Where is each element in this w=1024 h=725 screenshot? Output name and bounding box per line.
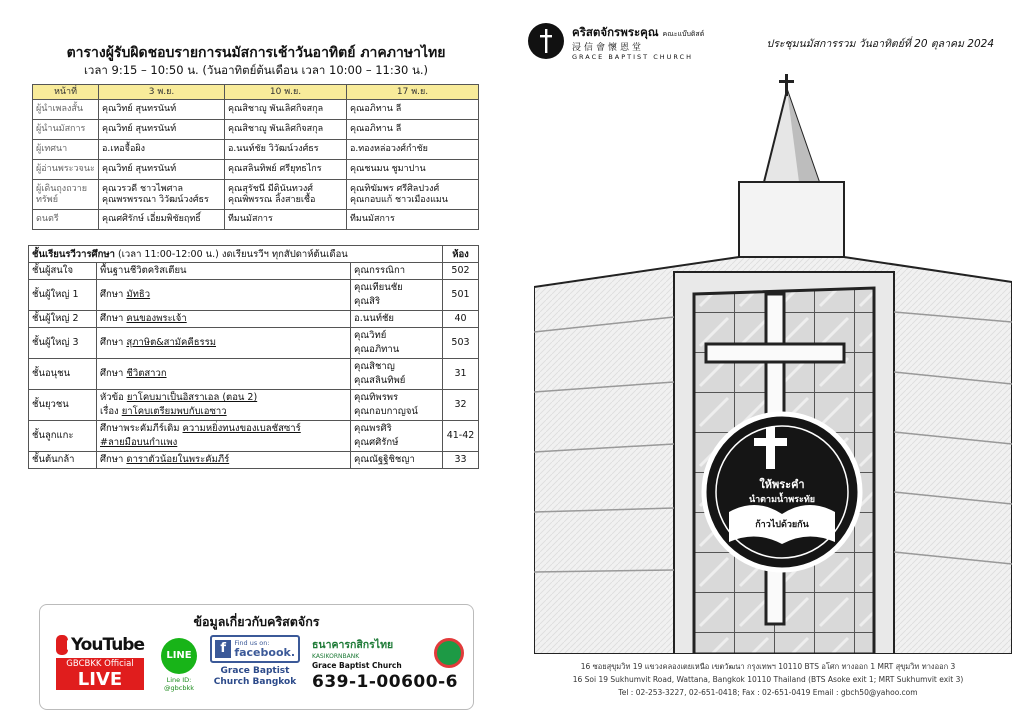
- class-teachers: [351, 421, 443, 452]
- class-teacher: คุณกรรณิกา: [354, 265, 406, 276]
- bank-name-en: KASIKORNBANK: [312, 653, 360, 660]
- class-topic: [97, 311, 351, 328]
- class-teacher: คุณพรศิริ: [354, 423, 392, 434]
- class-name: ชั้นผู้สนใจ: [29, 263, 97, 280]
- youtube-live-label: LIVE: [56, 670, 144, 690]
- duty-assignee-cell: [225, 210, 347, 230]
- facebook-find-us: Find us on:: [234, 639, 270, 647]
- duty-role: ผู้เทศนา: [33, 140, 99, 160]
- class-topic-title: คนของพระเจ้า: [126, 313, 187, 324]
- service-date: ประชุมนมัสการรวม วันอาทิตย์ที่ 20 ตุลาคม 2024: [766, 38, 994, 50]
- class-room-header: ห้อง: [443, 246, 479, 263]
- class-topic-title: สุภาษิต&สามัคคีธรรม: [126, 337, 217, 348]
- class-room: 31: [443, 359, 479, 390]
- duty-assignee-cell: [225, 140, 347, 160]
- duty-assignee: คุณพิพรรณ ลิ้งสายเชื้อ: [228, 194, 316, 205]
- duty-schedule-table: [32, 84, 479, 230]
- duty-role: ผู้นำเพลงสั้น: [33, 100, 99, 120]
- class-teacher: อ.นนท์ชัย: [354, 313, 394, 324]
- duty-assignee: ทีมนมัสการ: [350, 214, 395, 224]
- class-topic-title: มัทธิว: [126, 289, 151, 300]
- duty-assignee-cell: [99, 210, 225, 230]
- class-topic-prefix: พื้นฐานชีวิตคริสเตียน: [100, 265, 187, 276]
- class-room: 33: [443, 452, 479, 469]
- duty-header-date-1: 3 พ.ย.: [99, 85, 225, 100]
- class-room: 502: [443, 263, 479, 280]
- class-row: [29, 359, 479, 390]
- class-name: ชั้นยุวชน: [29, 390, 97, 421]
- church-name-thai: คริสตจักรพระคุณ คณะแบ๊บติสต์: [572, 25, 705, 39]
- class-topic-title: #ลายมือบนกำแพง: [100, 437, 178, 448]
- duty-assignee-cell: [225, 160, 347, 180]
- class-name: ชั้นลูกแกะ: [29, 421, 97, 452]
- duty-assignee-cell: [225, 120, 347, 140]
- church-denomination: คณะแบ๊บติสต์: [662, 30, 705, 38]
- class-topic-title: ยาโคบเตรียมพบกับเอซาว: [121, 406, 227, 417]
- address-english: 16 Soi 19 Sukhumvit Road, Wattana, Bangkok 10110 Thailand (BTS Asoke exit 1; MRT Sukhumvit exit 3): [572, 675, 964, 684]
- class-topic: [97, 280, 351, 311]
- duty-assignee-cell: [99, 180, 225, 210]
- address-thai: 16 ซอยสุขุมวิท 19 แขวงคลองเตยเหนือ เขตวัฒนา กรุงเทพฯ 10110 BTS อโศก ทางออก 1 MRT สุขุมวิท ทางออก 3: [580, 662, 956, 671]
- class-topic-prefix: ศึกษา: [100, 368, 127, 379]
- right-page: [512, 0, 1024, 725]
- class-teacher: คุณทิพรพร: [354, 392, 399, 403]
- class-teacher: คุณสลินทิพย์: [354, 375, 406, 386]
- class-teacher: คุณกอบกาญจน์: [354, 406, 418, 417]
- duty-assignee: คุณอภิทาน ลี: [350, 124, 402, 134]
- duty-assignee: คุณวิทย์ สุนทรนันท์: [102, 124, 177, 134]
- duty-row: [33, 160, 479, 180]
- facebook-page-name-2: Church Bangkok: [213, 677, 297, 687]
- class-name: ชั้นต้นกล้า: [29, 452, 97, 469]
- class-topic-prefix: เรื่อง: [100, 406, 122, 417]
- bank-account-info: [312, 636, 462, 692]
- class-teachers: [351, 263, 443, 280]
- facebook-page-name-1: Grace Baptist: [220, 666, 290, 676]
- duty-assignee: คุณอภิทาน ลี: [350, 104, 402, 114]
- class-teachers: [351, 280, 443, 311]
- class-topic-title: ชีวิตสาวก: [126, 368, 167, 379]
- bank-account-number: 639-1-00600-6: [312, 672, 458, 692]
- class-name: ชั้นผู้ใหญ่ 3: [29, 328, 97, 359]
- class-row: [29, 311, 479, 328]
- class-teachers: [351, 390, 443, 421]
- class-topic: [97, 421, 351, 452]
- duty-assignee: อ.เหอจื้อผิง: [102, 144, 146, 154]
- class-teacher: คุณเทียนชัย: [354, 282, 403, 293]
- youtube-wordmark: YouTube: [70, 635, 144, 655]
- class-topic-title: ดาราตัวน้อยในพระคัมภีร์: [126, 454, 230, 465]
- class-teacher: คุณอภิทาน: [354, 344, 400, 355]
- class-topic: [97, 359, 351, 390]
- duty-assignee-cell: [99, 120, 225, 140]
- class-row: [29, 328, 479, 359]
- class-schedule-header-bold: ชั้นเรียนรวีวารศึกษา: [32, 248, 115, 260]
- contact-phone-email: Tel : 02-253-3227, 02-651-0418; Fax : 02-651-0419 Email : gbch50@yahoo.com: [618, 688, 918, 697]
- line-icon: LINE: [161, 638, 197, 674]
- class-teacher: คุณวิทย์: [354, 330, 387, 341]
- bank-name: ธนาคารกสิกรไทย: [312, 639, 394, 651]
- class-row: [29, 390, 479, 421]
- church-info-title: ข้อมูลเกี่ยวกับคริสตจักร: [193, 614, 320, 629]
- class-schedule-header: [29, 246, 443, 263]
- class-name: ชั้นอนุชน: [29, 359, 97, 390]
- duty-assignee: คุณสิชาญู พันเลิศกิจสกุล: [228, 104, 324, 114]
- class-schedule-table: [28, 245, 479, 469]
- duty-assignee: คุณชนมน ชูมาปาน: [350, 164, 426, 174]
- badge-motto-line-1: ให้พระคำ: [759, 478, 805, 491]
- duty-row: [33, 100, 479, 120]
- class-room: 501: [443, 280, 479, 311]
- duty-assignee: คุณสิชาญู พันเลิศกิจสกุล: [228, 124, 324, 134]
- class-row: [29, 263, 479, 280]
- duty-assignee-cell: [347, 140, 479, 160]
- facebook-wordmark: facebook.: [234, 646, 295, 659]
- duty-row: [33, 210, 479, 230]
- class-topic: [97, 328, 351, 359]
- bank-account-holder: Grace Baptist Church: [312, 661, 402, 670]
- duty-assignee-cell: [99, 140, 225, 160]
- kbank-logo-icon: [434, 638, 464, 668]
- class-row: [29, 421, 479, 452]
- class-row: [29, 280, 479, 311]
- class-row: [29, 452, 479, 469]
- duty-role: ดนตรี: [33, 210, 99, 230]
- duty-assignee: คุณกอบแก้ ชาวเมืองแมน: [350, 194, 448, 205]
- class-teacher: คุณศศิรักษ์: [354, 437, 399, 448]
- church-info-box: [39, 604, 474, 710]
- class-topic-title: ยาโคบมาเป็นอิสราเอล (ตอน 2): [126, 392, 258, 403]
- church-name-english: GRACE BAPTIST CHURCH: [572, 53, 694, 61]
- badge-motto-line-2: นำตามน้ำพระทัย: [748, 495, 816, 505]
- line-link[interactable]: [158, 638, 200, 692]
- duty-assignee: คุณพรพรรณา วิวัฒน์วงศ์ธร: [102, 194, 209, 205]
- duty-schedule-body: [33, 100, 479, 230]
- class-topic-prefix: หัวข้อ: [100, 392, 127, 403]
- class-topic: [97, 390, 351, 421]
- facebook-icon: f: [215, 640, 231, 658]
- duty-header-date-3: 17 พ.ย.: [347, 85, 479, 100]
- church-name-chinese: 浸信會懷恩堂: [572, 43, 645, 53]
- duty-assignee: อ.นนท์ชัย วิวัฒน์วงศ์ธร: [228, 144, 319, 154]
- class-room: 40: [443, 311, 479, 328]
- church-motto-badge: [704, 414, 860, 570]
- youtube-channel-name: GBCBKK Official: [56, 658, 144, 670]
- duty-header-date-2: 10 พ.ย.: [225, 85, 347, 100]
- duty-role: ผู้นำนมัสการ: [33, 120, 99, 140]
- duty-row: [33, 120, 479, 140]
- duty-assignee-cell: [347, 120, 479, 140]
- class-topic-prefix: ศึกษา: [100, 454, 127, 465]
- duty-assignee: คุณวรวดี ชาวไพศาล: [102, 183, 183, 194]
- duty-assignee-cell: [225, 180, 347, 210]
- duty-assignee-cell: [347, 210, 479, 230]
- duty-assignee: คุณวิทย์ สุนทรนันท์: [102, 104, 177, 114]
- duty-assignee: คุณสุรัชนี มีตินันทวงศ์: [228, 183, 313, 194]
- class-topic-title: ความหยิ่งทนงของเบลชัสซาร์: [182, 423, 301, 434]
- duty-assignee-cell: [347, 180, 479, 210]
- class-topic: [97, 263, 351, 280]
- duty-assignee-cell: [225, 100, 347, 120]
- duty-assignee-cell: [99, 160, 225, 180]
- class-name: ชั้นผู้ใหญ่ 2: [29, 311, 97, 328]
- class-teacher: คุณสิชาญ: [354, 361, 395, 372]
- class-topic-prefix: ศึกษา: [100, 313, 127, 324]
- class-topic: [97, 452, 351, 469]
- class-topic-prefix: ศึกษา: [100, 289, 127, 300]
- duty-assignee: คุณทิฆัมพร ศรีศิลปวงศ์: [350, 183, 440, 194]
- duty-assignee-cell: [347, 160, 479, 180]
- class-schedule-header-note: (เวลา 11:00-12:00 น.) งดเรียนรวีฯ ทุกสัปดาห์ต้นเดือน: [114, 248, 348, 260]
- duty-assignee-cell: [99, 100, 225, 120]
- duty-assignee: คุณสลินทิพย์ ศรียุทธไกร: [228, 164, 322, 174]
- class-topic-prefix: ศึกษา: [100, 337, 127, 348]
- duty-assignee: คุณวิทย์ สุนทรนันท์: [102, 164, 177, 174]
- class-name: ชั้นผู้ใหญ่ 1: [29, 280, 97, 311]
- duty-assignee: คุณศศิรักษ์ เอี่ยมพิชัยฤทธิ์: [102, 214, 201, 224]
- line-id-value: @gbcbkk: [164, 684, 194, 692]
- duty-role: ผู้อ่านพระวจนะ: [33, 160, 99, 180]
- duty-header-role: หน้าที่: [33, 85, 99, 100]
- class-room: 32: [443, 390, 479, 421]
- duty-row: [33, 180, 479, 210]
- duty-schedule-subtitle: เวลา 9:15 – 10:50 น. (วันอาทิตย์ต้นเดือน เวลา 10:00 – 11:30 น.): [83, 63, 429, 77]
- class-room: 41-42: [443, 421, 479, 452]
- class-teachers: [351, 328, 443, 359]
- duty-row: [33, 140, 479, 160]
- youtube-link[interactable]: [56, 635, 144, 690]
- duty-assignee: อ.ทองหล่อวงศ์กำชัย: [350, 144, 428, 154]
- line-id-label: Line ID:: [166, 676, 192, 684]
- badge-motto-line-3: ก้าวไปด้วยกัน: [755, 520, 809, 530]
- class-teachers: [351, 311, 443, 328]
- youtube-play-icon: [56, 635, 68, 655]
- class-teacher: คุณสิริ: [354, 296, 381, 307]
- duty-role: ผู้เดินถุงถวาย ทรัพย์: [33, 180, 99, 210]
- class-topic-prefix: ศึกษาพระคัมภีร์เดิม: [100, 423, 183, 434]
- church-building-illustration: [534, 72, 1012, 654]
- duty-assignee-cell: [347, 100, 479, 120]
- class-teachers: [351, 359, 443, 390]
- class-teacher: คุณณัฐฐิชิชญา: [354, 454, 415, 465]
- facebook-link[interactable]: [210, 635, 300, 688]
- class-teachers: [351, 452, 443, 469]
- duty-schedule-title: ตารางผู้รับผิดชอบรายการนมัสการเช้าวันอาทิตย์ ภาคภาษาไทย: [66, 45, 446, 61]
- class-room: 503: [443, 328, 479, 359]
- class-schedule-body: [29, 263, 479, 469]
- church-logo-icon: [528, 23, 564, 59]
- duty-assignee: ทีมนมัสการ: [228, 214, 273, 224]
